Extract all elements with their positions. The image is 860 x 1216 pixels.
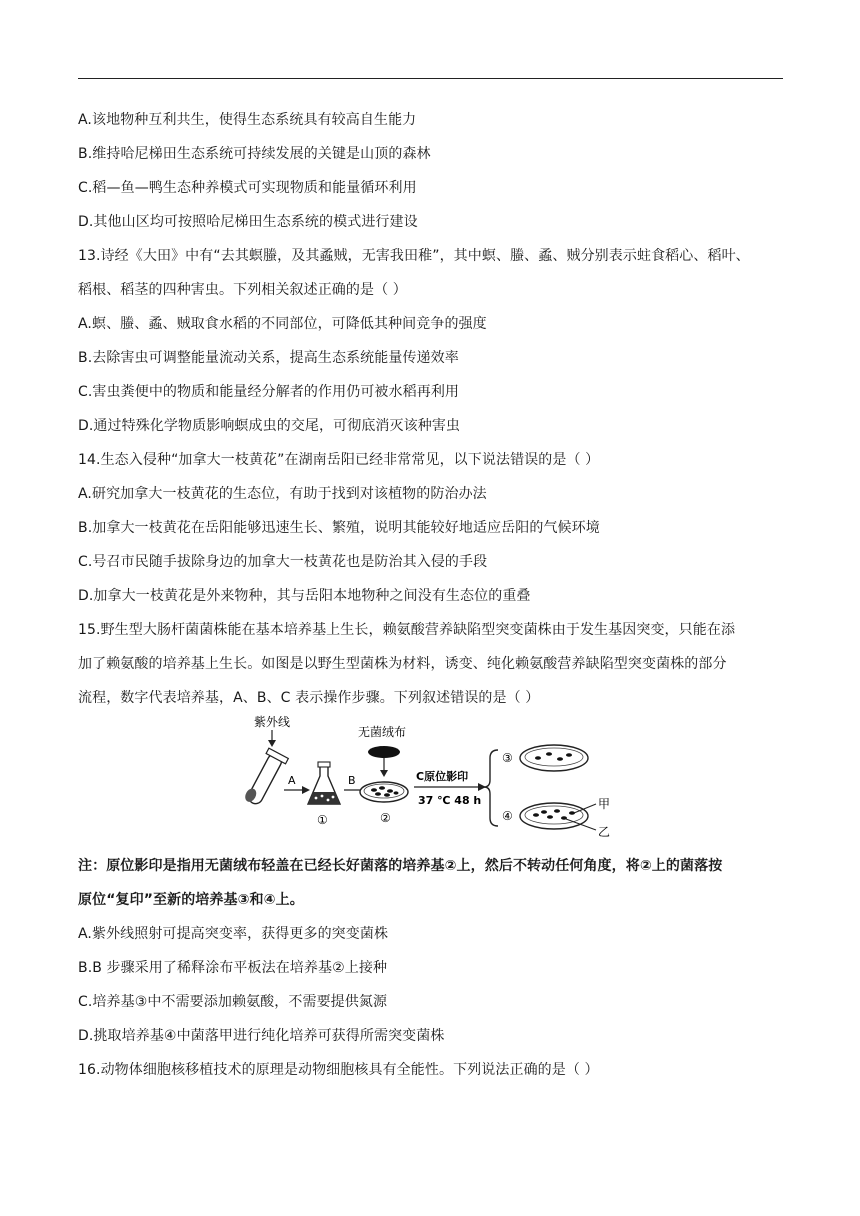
plate-3-icon <box>520 745 588 771</box>
option-14a: A.研究加拿大一枝黄花的生态位，有助于找到对该植物的防治办法 <box>78 486 487 502</box>
question-14-stem: 14.生态入侵种“加拿大一枝黄花”在湖南岳阳已经非常常见，以下说法错误的是（ ） <box>78 452 600 468</box>
test-tube-icon <box>243 748 288 806</box>
flask-icon <box>308 762 340 804</box>
mutant-screening-diagram <box>240 714 630 838</box>
option-13d: D.通过特殊化学物质影响螟成虫的交尾，可彻底消灭该种害虫 <box>78 418 461 434</box>
medium-1-label: ① <box>317 813 328 827</box>
option-13b: B.去除害虫可调整能量流动关系，提高生态系统能量传递效率 <box>78 350 459 366</box>
plate-2-icon <box>360 782 408 802</box>
option-14b: B.加拿大一枝黄花在岳阳能够迅速生长、繁殖，说明其能较好地适应岳阳的气候环境 <box>78 520 600 536</box>
option-13c: C.害虫粪便中的物质和能量经分解者的作用仍可被水稻再利用 <box>78 384 460 400</box>
brace <box>484 750 498 826</box>
colony-jia-label: 甲 <box>598 797 611 811</box>
incubation-condition: 37 ℃ 48 h <box>418 794 482 807</box>
velvet-pad-icon <box>368 746 400 758</box>
question-13-stem-line1: 13.诗经《大田》中有“去其螟螣，及其蟊贼，无害我田稚”，其中螟、螣、蟊、贼分别表示蛀食稻心、稻叶、 <box>78 248 750 264</box>
question-13-stem-line2: 稻根、稻茎的四种害虫。下列相关叙述正确的是（ ） <box>78 282 407 298</box>
option-15b: B.B 步骤采用了稀释涂布平板法在培养基②上接种 <box>78 960 388 976</box>
option-15d: D.挑取培养基④中菌落甲进行纯化培养可获得所需突变菌株 <box>78 1028 445 1044</box>
colony-yi-label: 乙 <box>598 825 611 838</box>
question-15-stem-line3: 流程，数字代表培养基，A、B、C 表示操作步骤。下列叙述错误的是（ ） <box>78 690 540 706</box>
option-13a: A.螟、螣、蟊、贼取食水稻的不同部位，可降低其种间竞争的强度 <box>78 316 487 332</box>
option-12d: D.其他山区均可按照哈尼梯田生态系统的模式进行建设 <box>78 214 418 230</box>
medium-2-label: ② <box>380 811 391 825</box>
header-rule <box>78 78 783 79</box>
option-12b: B.维持哈尼梯田生态系统可持续发展的关键是山顶的森林 <box>78 146 431 162</box>
uv-label: 紫外线 <box>254 715 291 729</box>
question-15-stem-line2: 加了赖氨酸的培养基上生长。如图是以野生型菌株为材料，诱变、纯化赖氨酸营养缺陷型突变菌株的部分 <box>78 656 727 672</box>
velvet-label: 无菌绒布 <box>358 725 407 739</box>
option-14c: C.号召市民随手拔除身边的加拿大一枝黄花也是防治其入侵的手段 <box>78 554 488 570</box>
option-15a: A.紫外线照射可提高突变率，获得更多的突变菌株 <box>78 926 389 942</box>
medium-3-label: ③ <box>502 751 513 765</box>
note-line1: 注：原位影印是指用无菌绒布轻盖在已经长好菌落的培养基②上，然后不转动任何角度，将②上的菌落按 <box>78 858 723 874</box>
option-12a: A.该地物种互利共生，使得生态系统具有较高自生能力 <box>78 112 417 128</box>
question-16-stem: 16.动物体细胞核移植技术的原理是动物细胞核具有全能性。下列说法正确的是（ ） <box>78 1062 599 1078</box>
option-12c: C.稻—鱼—鸭生态种养模式可实现物质和能量循环利用 <box>78 180 417 196</box>
step-b-label: B <box>348 774 356 787</box>
step-a-label: A <box>288 774 296 787</box>
option-14d: D.加拿大一枝黄花是外来物种，其与岳阳本地物种之间没有生态位的重叠 <box>78 588 531 604</box>
step-c-label: C原位影印 <box>416 770 469 783</box>
note-line2: 原位“复印”至新的培养基③和④上。 <box>78 892 304 908</box>
option-15c: C.培养基③中不需要添加赖氨酸，不需要提供氮源 <box>78 994 388 1010</box>
medium-4-label: ④ <box>502 809 513 823</box>
question-15-stem-line1: 15.野生型大肠杆菌菌株能在基本培养基上生长，赖氨酸营养缺陷型突变菌株由于发生基因突变，只能在添 <box>78 622 736 638</box>
plate-4-icon <box>520 803 588 829</box>
